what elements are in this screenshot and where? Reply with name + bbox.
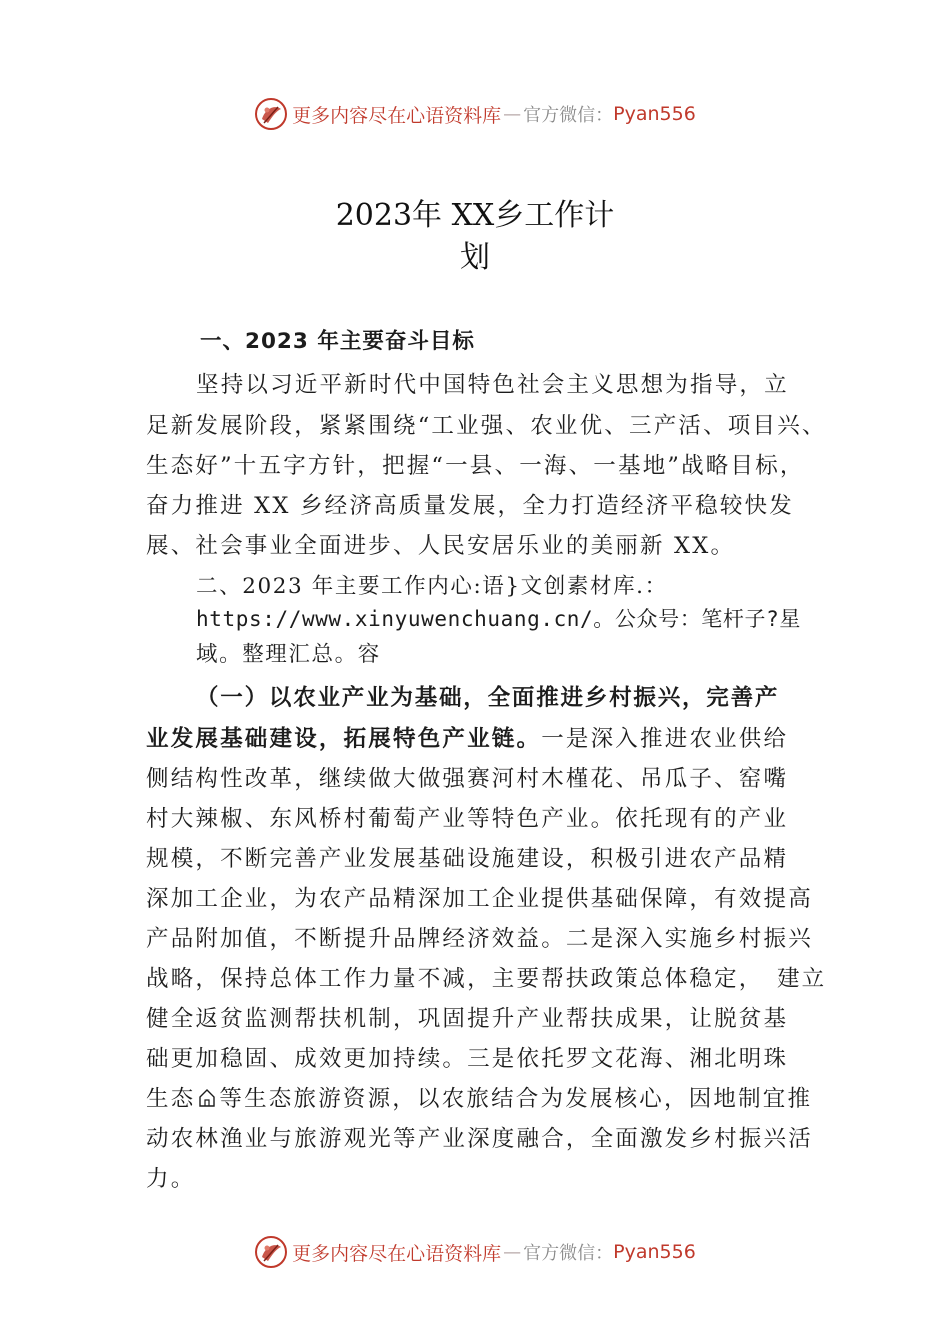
brand-logo-icon: [254, 97, 288, 131]
body-text: 等生态旅游资源，以农旅结合为发展核心，因地制宜推: [219, 1086, 813, 1112]
footer-watermark-banner: [0, 1232, 950, 1272]
page-title-line2: 划: [460, 240, 490, 275]
house-glyph-icon: [197, 1087, 217, 1109]
body-line: 健全返贫监测帮扶机制，巩固提升产业帮扶成果，让脱贫基: [146, 1006, 789, 1032]
body-line: 深加工企业，为农产品精深加工企业提供基础保障，有效提高: [146, 886, 813, 912]
section-heading-1: 一、2023 年主要奋斗目标: [200, 329, 475, 354]
url-line: https://www.xinyuwenchuang.cn/。公众号：笔杆子?星: [196, 607, 801, 631]
page-title-line1: 2023年 XX乡工作计: [335, 198, 615, 233]
brand-logo-icon: [254, 1235, 288, 1269]
subsection-heading-cont: 业发展基础建设，拓展特色产业链。: [146, 726, 542, 752]
body-line: 展、社会事业全面进步、人民安居乐业的美丽新 XX。: [146, 533, 736, 559]
header-watermark-banner: [0, 94, 950, 134]
body-text: 一是深入推进农业供给: [541, 726, 789, 752]
banner-wechat-id: Pyan556: [613, 1241, 696, 1263]
body-line: 村大辣椒、东风桥村葡萄产业等特色产业。依托现有的产业: [146, 806, 789, 832]
banner-main-text: 更多内容尽在心语资料库: [292, 1242, 502, 1265]
body-line: 足新发展阶段，紧紧围绕“工业强、农业优、三产活、项目兴、: [146, 413, 827, 439]
body-line: 础更加稳固、成效更加持续。三是依托罗文花海、湘北明珠: [146, 1046, 789, 1072]
body-line: 规模，不断完善产业发展基础设施建设，积极引进农产品精: [146, 846, 789, 872]
body-line: 力。: [146, 1166, 196, 1192]
subsection-heading-1: （一）以农业产业为基础，全面推进乡村振兴，完善产: [196, 685, 780, 711]
section-heading-2: 二、2023 年主要工作内心:语}文创素材库.：: [196, 574, 668, 599]
body-line: 战略，保持总体工作力量不减，主要帮扶政策总体稳定， 建立: [146, 966, 827, 992]
banner-wechat-id: Pyan556: [613, 103, 696, 125]
body-line: 奋力推进 XX 乡经济高质量发展，全力打造经济平稳较快发: [146, 493, 794, 519]
banner-wechat-label: 官方微信：: [523, 105, 614, 126]
body-line: 坚持以习近平新时代中国特色社会主义思想为指导，立: [196, 372, 789, 398]
body-line: 侧结构性改革，继续做大做强赛河村木槿花、吊瓜子、窑嘴: [146, 766, 789, 792]
banner-wechat-label: 官方微信：: [523, 1243, 614, 1264]
body-line: 动农林渔业与旅游观光等产业深度融合，全面激发乡村振兴活: [146, 1126, 813, 1152]
banner-main-text: 更多内容尽在心语资料库: [292, 104, 502, 127]
body-line: 产品附加值，不断提升品牌经济效益。二是深入实施乡村振兴: [146, 926, 813, 952]
body-text: 生态: [146, 1086, 196, 1112]
banner-dash: —: [503, 1241, 522, 1263]
body-line: 域。整理汇总。容: [196, 642, 381, 667]
body-line: 生态好”十五字方针，把握“一县、一海、一基地”战略目标，: [146, 453, 805, 479]
banner-dash: —: [503, 103, 522, 125]
